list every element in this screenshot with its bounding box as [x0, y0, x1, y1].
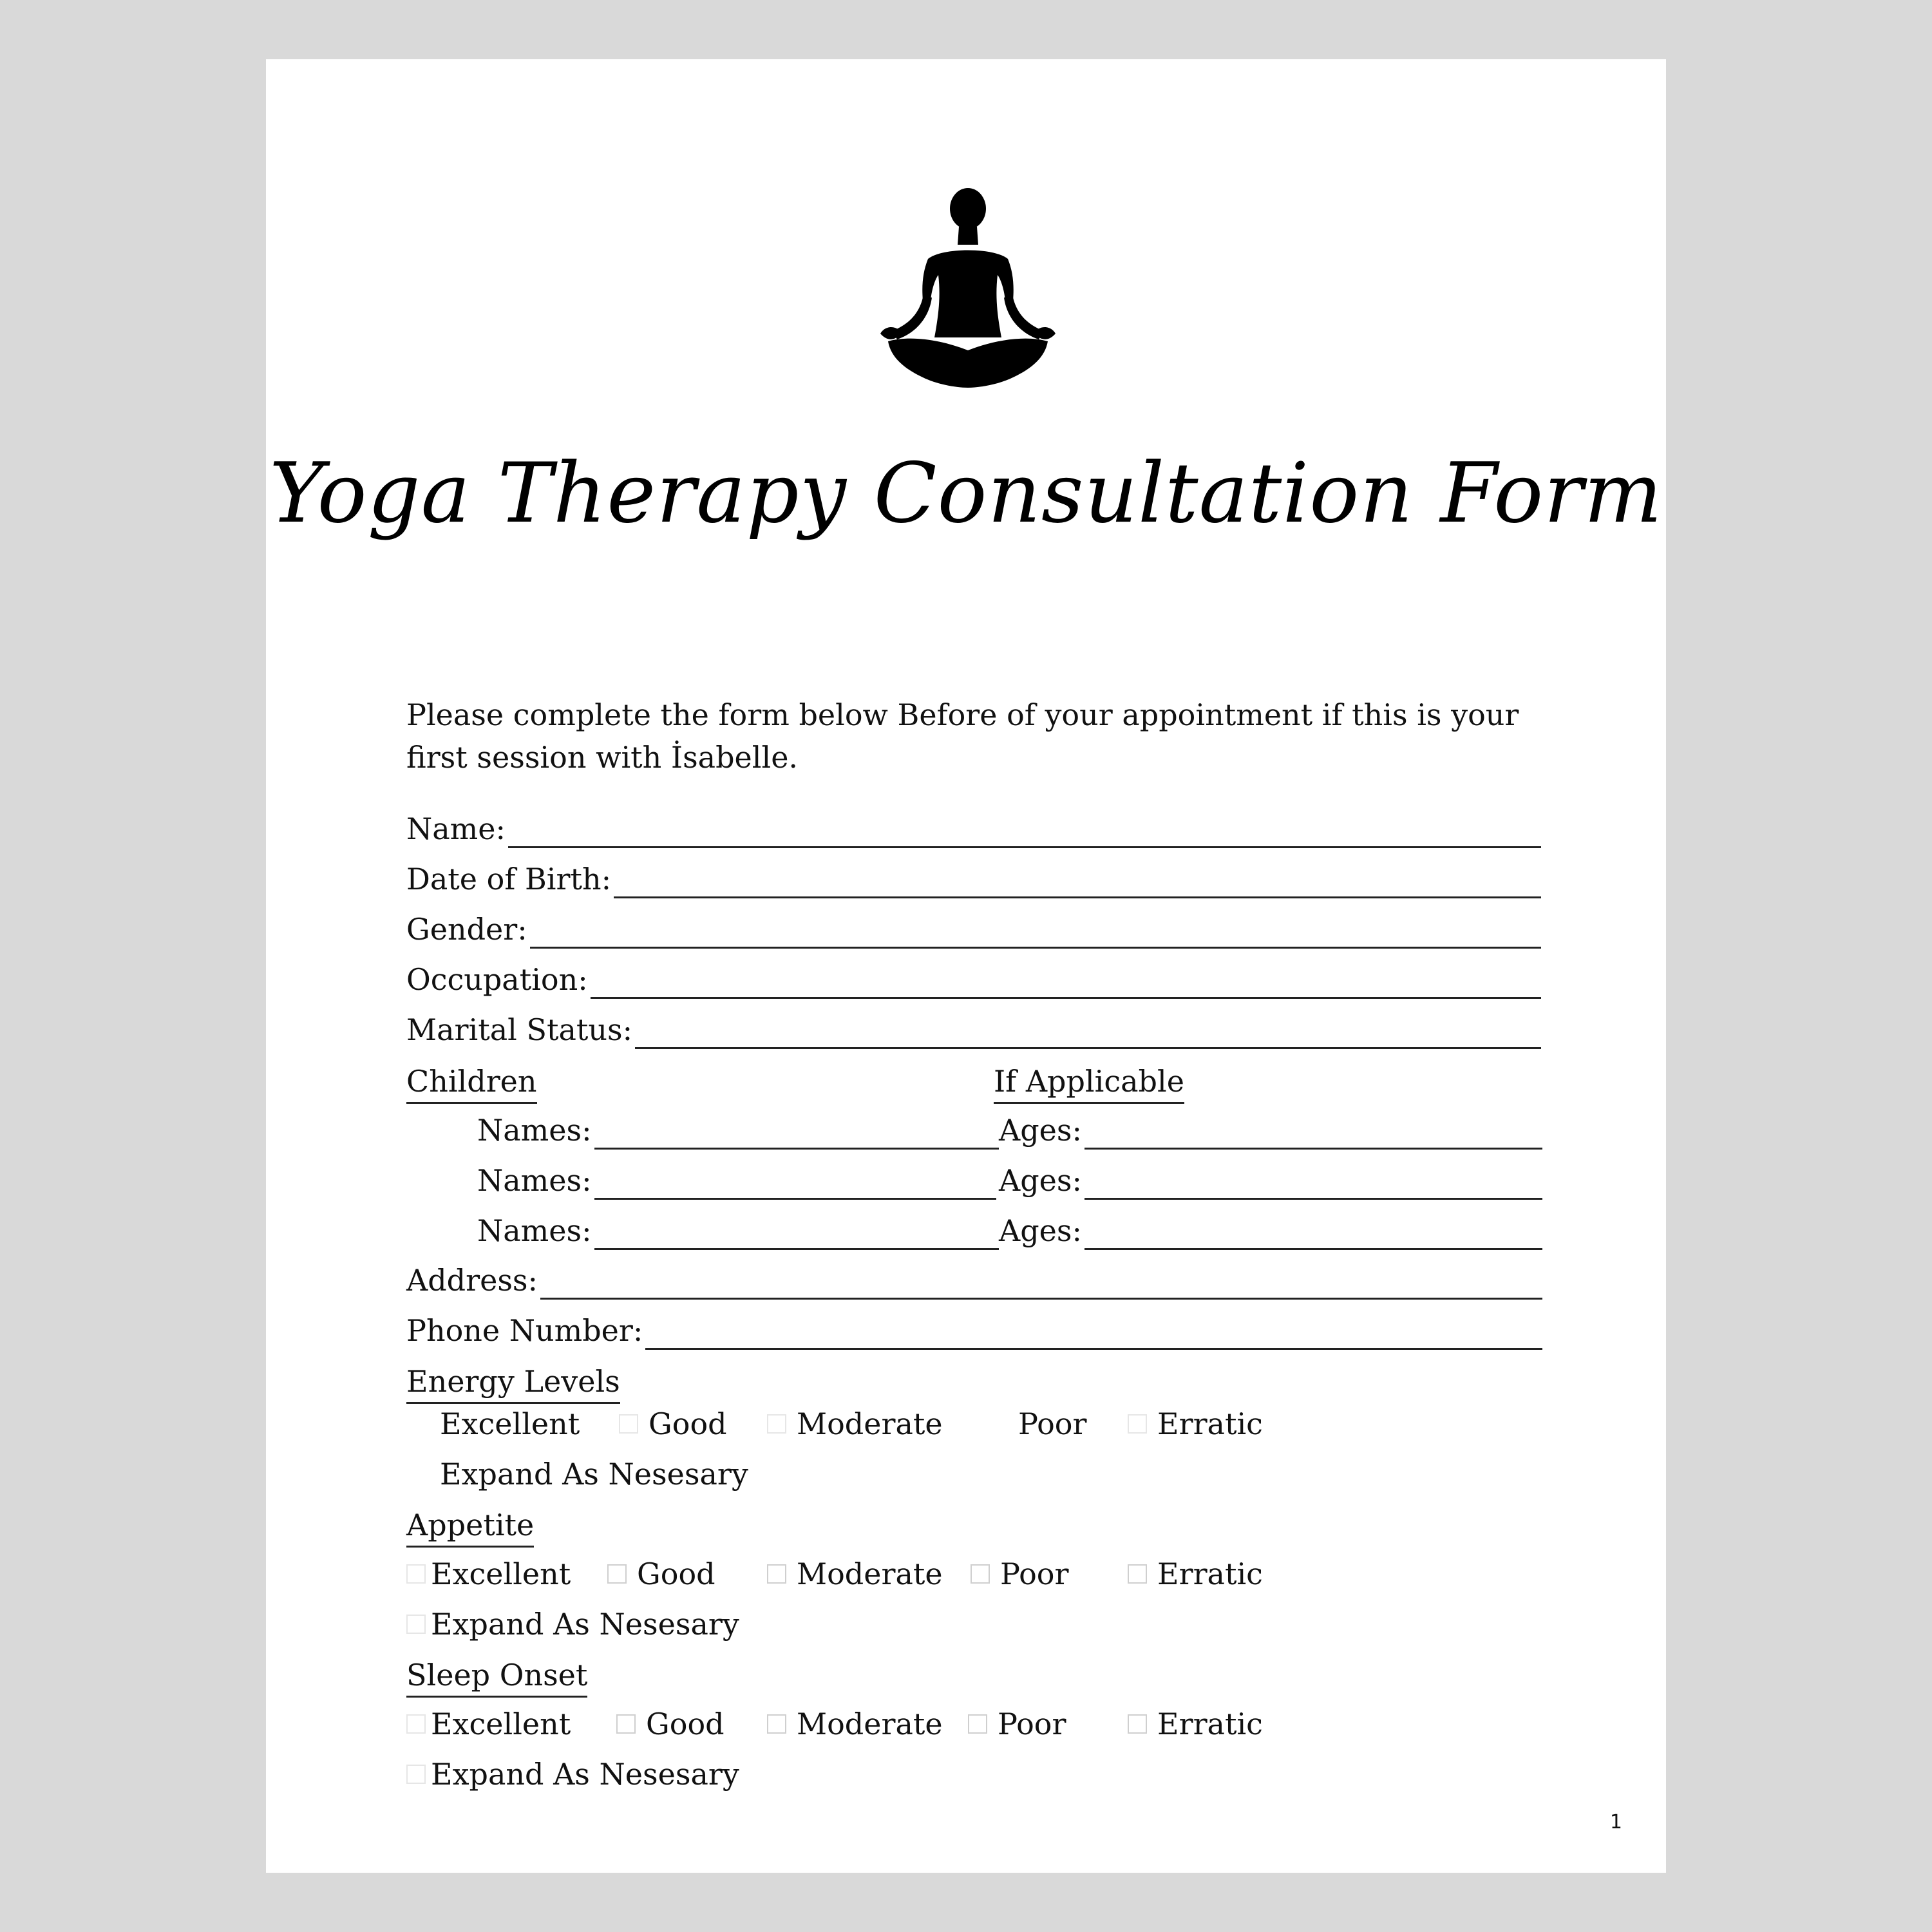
- sleep-excellent-option[interactable]: [406, 1705, 571, 1743]
- option-label: Moderate: [797, 1557, 943, 1591]
- marital-status-input-line[interactable]: [635, 1021, 1541, 1049]
- child-age-field[interactable]: [999, 1111, 1542, 1150]
- child-ages-label: Ages:: [999, 1113, 1082, 1148]
- option-label: Poor: [1000, 1557, 1069, 1591]
- checkbox[interactable]: [767, 1564, 786, 1584]
- child-ages-label: Ages:: [999, 1163, 1082, 1198]
- sleep-moderate-option[interactable]: [767, 1705, 943, 1743]
- form-page: [266, 59, 1666, 1873]
- child-age-field[interactable]: [999, 1211, 1542, 1250]
- sleep-good-option[interactable]: [616, 1705, 724, 1743]
- checkbox[interactable]: [968, 1714, 987, 1734]
- gender-input-line[interactable]: [530, 921, 1541, 949]
- child-names-label: Names:: [477, 1113, 592, 1148]
- dob-input-line[interactable]: [614, 871, 1541, 898]
- checkbox[interactable]: [406, 1564, 426, 1584]
- child-names-label: Names:: [477, 1213, 592, 1248]
- form-title: Yoga Therapy Consultation Form: [269, 446, 1663, 542]
- energy-moderate-option[interactable]: [767, 1405, 943, 1443]
- name-input-line[interactable]: [508, 820, 1541, 848]
- sleep-onset-heading: Sleep Onset: [406, 1656, 587, 1698]
- occupation-input-line[interactable]: [591, 971, 1541, 999]
- child-name-input-line[interactable]: [594, 1122, 999, 1150]
- energy-erratic-option[interactable]: [1128, 1405, 1263, 1443]
- gender-field[interactable]: [406, 910, 1541, 949]
- child-age-field[interactable]: [999, 1161, 1542, 1200]
- phone-field[interactable]: [406, 1311, 1542, 1350]
- option-label: Erratic: [1157, 1406, 1263, 1441]
- phone-input-line[interactable]: [645, 1322, 1542, 1350]
- checkbox[interactable]: [607, 1564, 627, 1584]
- occupation-field[interactable]: [406, 960, 1541, 999]
- child-names-label: Names:: [477, 1163, 592, 1198]
- address-label: Address:: [406, 1263, 538, 1298]
- if-applicable-heading: If Applicable: [994, 1062, 1184, 1104]
- option-label: Excellent: [431, 1557, 571, 1591]
- sleep-poor-option[interactable]: [968, 1705, 1066, 1743]
- dob-field[interactable]: [406, 860, 1541, 898]
- option-label: Good: [637, 1557, 715, 1591]
- checkbox[interactable]: [406, 1765, 426, 1784]
- dob-label: Date of Birth:: [406, 862, 612, 896]
- option-label: Erratic: [1157, 1707, 1263, 1741]
- child-name-field[interactable]: [477, 1161, 996, 1200]
- phone-label: Phone Number:: [406, 1313, 643, 1348]
- energy-excellent-option[interactable]: [440, 1405, 580, 1443]
- checkbox[interactable]: [767, 1414, 786, 1434]
- child-name-input-line[interactable]: [594, 1222, 999, 1250]
- option-label: Moderate: [797, 1406, 943, 1441]
- option-label: Poor: [1018, 1406, 1087, 1441]
- appetite-heading: Appetite: [406, 1506, 534, 1548]
- child-name-field[interactable]: [477, 1111, 999, 1150]
- child-name-field[interactable]: [477, 1211, 999, 1250]
- meditation-figure-icon: [852, 188, 1084, 388]
- marital-status-label: Marital Status:: [406, 1012, 633, 1047]
- energy-levels-heading: Energy Levels: [406, 1362, 620, 1404]
- gender-label: Gender:: [406, 912, 527, 947]
- option-label: Expand As Nesesary: [440, 1457, 748, 1492]
- appetite-excellent-option[interactable]: [406, 1555, 571, 1593]
- sleep-expand-option[interactable]: [406, 1755, 739, 1794]
- intro-paragraph: Please complete the form below Before of your appointment if this is your first session with İsabelle.: [406, 697, 1519, 775]
- checkbox[interactable]: [406, 1714, 426, 1734]
- child-age-input-line[interactable]: [1084, 1222, 1542, 1250]
- name-label: Name:: [406, 811, 506, 846]
- name-field[interactable]: [406, 810, 1541, 848]
- address-input-line[interactable]: [540, 1272, 1542, 1300]
- checkbox[interactable]: [1128, 1414, 1147, 1434]
- option-label: Erratic: [1157, 1557, 1263, 1591]
- option-label: Expand As Nesesary: [431, 1607, 739, 1642]
- children-heading: Children: [406, 1062, 537, 1104]
- checkbox[interactable]: [971, 1564, 990, 1584]
- page-number: 1: [1609, 1811, 1622, 1833]
- child-ages-label: Ages:: [999, 1213, 1082, 1248]
- address-field[interactable]: [406, 1261, 1542, 1300]
- marital-status-field[interactable]: [406, 1010, 1541, 1049]
- child-age-input-line[interactable]: [1084, 1122, 1542, 1150]
- option-label: Good: [649, 1406, 727, 1441]
- energy-expand-option[interactable]: [440, 1455, 748, 1493]
- sleep-erratic-option[interactable]: [1128, 1705, 1263, 1743]
- occupation-label: Occupation:: [406, 962, 588, 997]
- option-label: Good: [646, 1707, 724, 1741]
- appetite-poor-option[interactable]: [971, 1555, 1068, 1593]
- option-label: Poor: [998, 1707, 1066, 1741]
- checkbox[interactable]: [767, 1714, 786, 1734]
- option-label: Excellent: [431, 1707, 571, 1741]
- option-label: Expand As Nesesary: [431, 1757, 739, 1792]
- appetite-good-option[interactable]: [607, 1555, 715, 1593]
- option-label: Excellent: [440, 1406, 580, 1441]
- energy-poor-option[interactable]: [1018, 1405, 1086, 1443]
- checkbox[interactable]: [1128, 1714, 1147, 1734]
- checkbox[interactable]: [1128, 1564, 1147, 1584]
- appetite-moderate-option[interactable]: [767, 1555, 943, 1593]
- child-age-input-line[interactable]: [1084, 1172, 1542, 1200]
- option-label: Moderate: [797, 1707, 943, 1741]
- energy-good-option[interactable]: [619, 1405, 727, 1443]
- checkbox[interactable]: [406, 1615, 426, 1634]
- appetite-expand-option[interactable]: [406, 1605, 739, 1643]
- child-name-input-line[interactable]: [594, 1172, 996, 1200]
- appetite-erratic-option[interactable]: [1128, 1555, 1263, 1593]
- checkbox[interactable]: [619, 1414, 638, 1434]
- checkbox[interactable]: [616, 1714, 636, 1734]
